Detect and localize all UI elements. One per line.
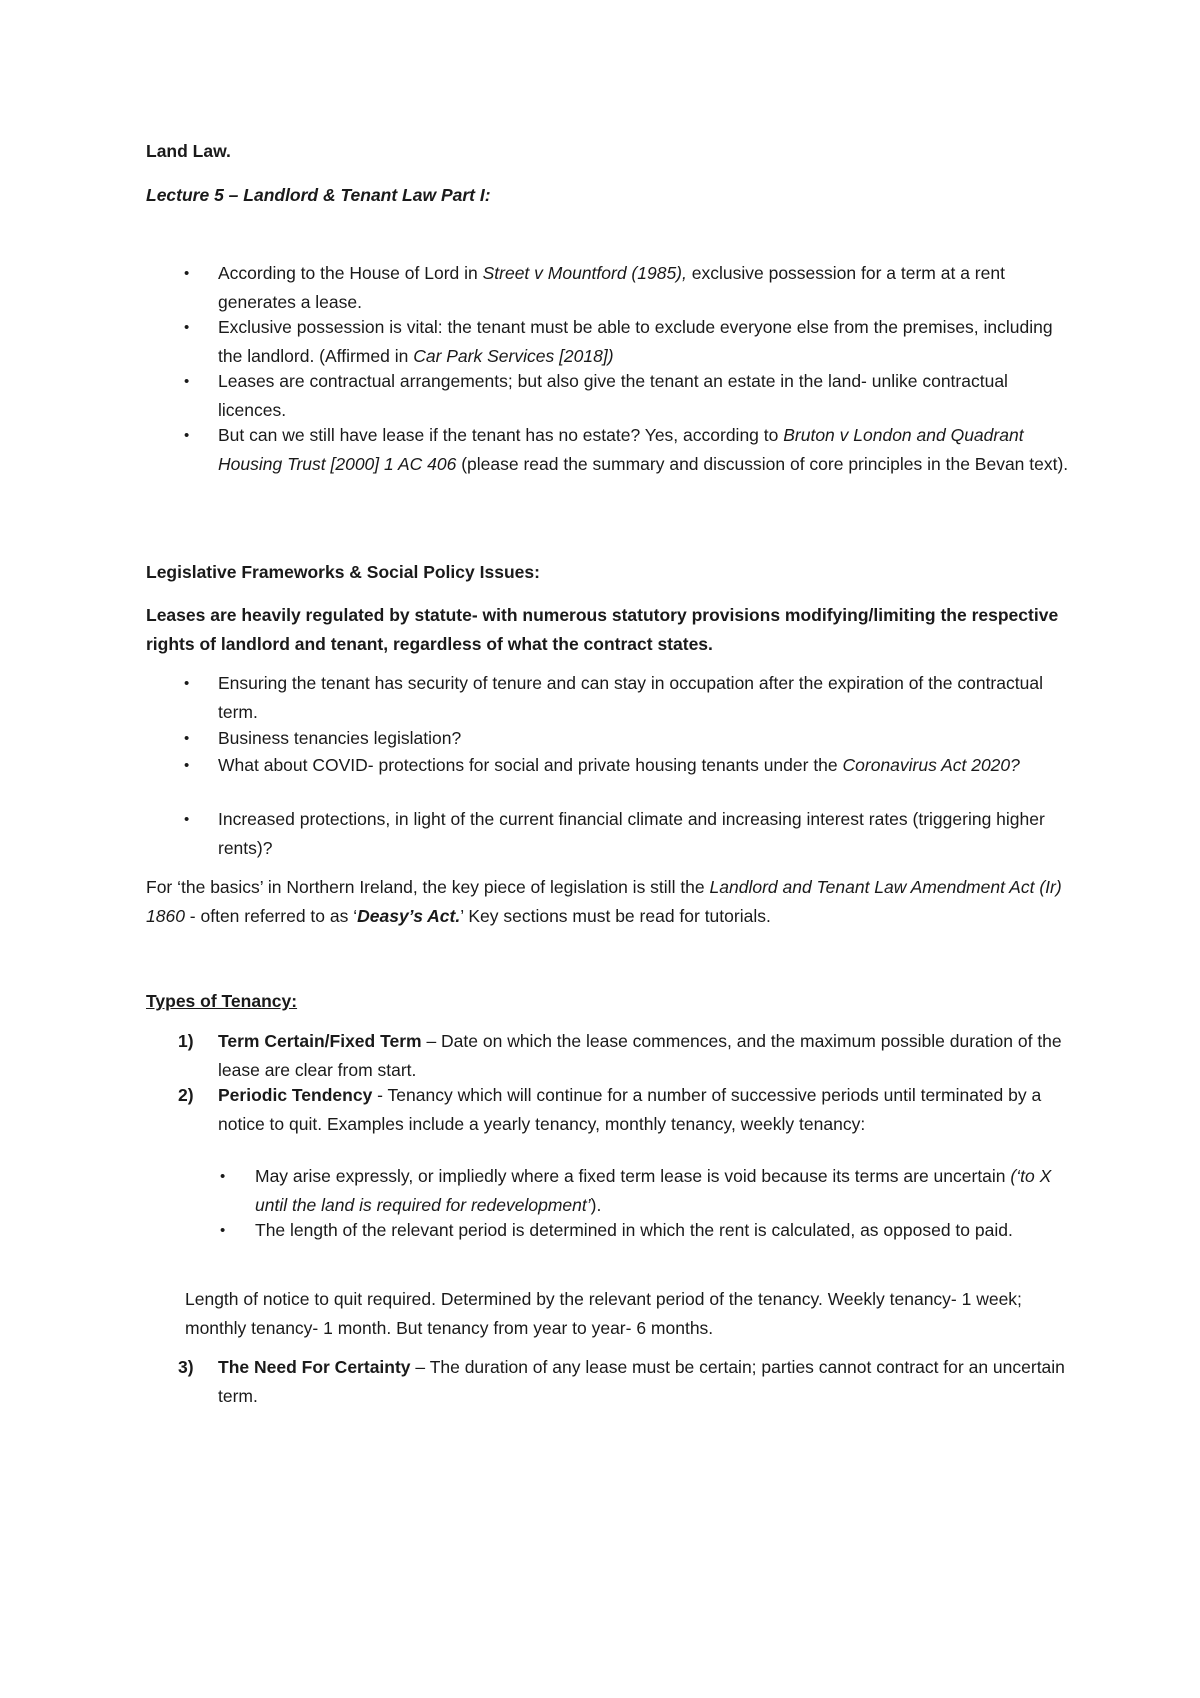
notice-paragraph: Length of notice to quit required. Determined by the relevant period of the tenancy. Weekly tenancy- 1 week; monthly tenancy- 1 month. But tenancy from year to year- 6 months. bbox=[185, 1289, 1022, 1338]
example-text: (‘to X until the land is required for redevelopment’ bbox=[255, 1166, 1052, 1215]
bullet-icon: • bbox=[184, 675, 190, 692]
list-number: 2) bbox=[178, 1085, 194, 1105]
legislative-heading: Legislative Frameworks & Social Policy Issues: bbox=[146, 562, 540, 582]
bullet-icon: • bbox=[184, 730, 190, 747]
item-text: – Date on which the lease commences, and the maximum possible duration of the lease are clear from start. bbox=[218, 1031, 1062, 1080]
item-text: exclusive possession for a term at a rent generates a lease. bbox=[218, 263, 1005, 312]
item-text: Ensuring the tenant has security of tenure and can stay in occupation after the expiration of the contractual term. bbox=[218, 673, 1043, 722]
bullet-icon: • bbox=[184, 811, 190, 828]
bullet-icon: • bbox=[184, 757, 190, 774]
item-text: Increased protections, in light of the current financial climate and increasing interest rates (triggering higher rents)? bbox=[218, 809, 1045, 858]
item-text: The length of the relevant period is determined in which the rent is calculated, as opposed to paid. bbox=[255, 1220, 1013, 1240]
list-item bbox=[218, 313, 1078, 371]
list-number: 1) bbox=[178, 1031, 194, 1051]
list-item bbox=[218, 751, 1078, 780]
bullet-icon: • bbox=[184, 319, 190, 336]
bullet-icon: • bbox=[220, 1168, 226, 1185]
item-title: Periodic Tendency bbox=[218, 1085, 373, 1105]
case-citation: Car Park Services [2018]) bbox=[413, 346, 614, 366]
types-heading: Types of Tenancy: bbox=[146, 991, 298, 1011]
list-item bbox=[218, 1081, 1078, 1139]
item-text: - Tenancy which will continue for a number of successive periods until terminated by a notice to quit. Examples include a yearly tenancy, monthly tenancy, weekly tenancy: bbox=[218, 1085, 1042, 1134]
item-text: ). bbox=[590, 1195, 602, 1215]
paragraph-text: For ‘the basics’ in Northern Ireland, the key piece of legislation is still the bbox=[146, 877, 710, 897]
act-name: Deasy’s Act. bbox=[357, 906, 461, 926]
case-citation: Street v Mountford (1985), bbox=[482, 263, 687, 283]
item-text: Leases are contractual arrangements; but also give the tenant an estate in the land- unlike contractual licences. bbox=[218, 371, 1008, 420]
lecture-subtitle: Lecture 5 – Landlord & Tenant Law Part I: bbox=[146, 185, 491, 205]
item-text: Business tenancies legislation? bbox=[218, 728, 462, 748]
legislative-statement: Leases are heavily regulated by statute- with numerous statutory provisions modifying/limiting the respective rights of landlord and tenant, regardless of what the contract states. bbox=[146, 605, 1059, 654]
list-item bbox=[218, 805, 1078, 863]
statute-citation: Landlord and Tenant Law Amendment Act (Ir) 1860 bbox=[146, 877, 1062, 926]
basics-paragraph bbox=[146, 873, 1076, 931]
paragraph-text: ’ Key sections must be read for tutorials. bbox=[460, 906, 771, 926]
list-item bbox=[218, 724, 1078, 753]
item-text: May arise expressly, or impliedly where a fixed term lease is void because its terms are uncertain bbox=[255, 1166, 1011, 1186]
document-title: Land Law. bbox=[146, 141, 231, 161]
statute-citation: Coronavirus Act 2020? bbox=[842, 755, 1020, 775]
list-item bbox=[255, 1162, 1075, 1220]
bullet-icon: • bbox=[184, 373, 190, 390]
list-item bbox=[218, 259, 1078, 317]
item-text: Exclusive possession is vital: the tenant must be able to exclude everyone else from the premises, including the landlord. (Affirmed in bbox=[218, 317, 1053, 366]
list-item bbox=[218, 421, 1078, 479]
item-text: But can we still have lease if the tenant has no estate? Yes, according to bbox=[218, 425, 784, 445]
bullet-icon: • bbox=[184, 265, 190, 282]
list-item bbox=[218, 669, 1078, 727]
list-item bbox=[255, 1216, 1075, 1245]
bullet-icon: • bbox=[184, 427, 190, 444]
item-text: What about COVID- protections for social and private housing tenants under the bbox=[218, 755, 843, 775]
list-item bbox=[218, 367, 1078, 425]
item-text: – The duration of any lease must be certain; parties cannot contract for an uncertain term. bbox=[218, 1357, 1065, 1406]
item-title: The Need For Certainty bbox=[218, 1357, 411, 1377]
list-number: 3) bbox=[178, 1357, 194, 1377]
item-text: According to the House of Lord in bbox=[218, 263, 483, 283]
item-text: (please read the summary and discussion of core principles in the Bevan text). bbox=[456, 454, 1069, 474]
list-item bbox=[218, 1353, 1078, 1411]
item-title: Term Certain/Fixed Term bbox=[218, 1031, 422, 1051]
case-citation: Bruton v London and Quadrant Housing Trust [2000] 1 AC 406 bbox=[218, 425, 1024, 474]
paragraph-text: - often referred to as ‘ bbox=[184, 906, 358, 926]
list-item bbox=[218, 1027, 1078, 1085]
bullet-icon: • bbox=[220, 1222, 226, 1239]
